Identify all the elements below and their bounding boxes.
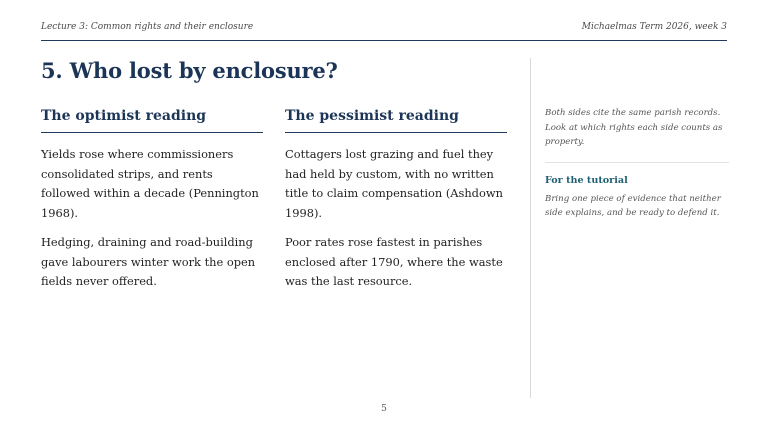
pessimist-paragraph: Poor rates rose fastest in parishes enclosed after 1790, where the waste was the last resource. — [285, 235, 503, 288]
slide-title: 5. Who lost by enclosure? — [41, 58, 338, 83]
lecture-title: Lecture 3: Common rights and their enclosure — [41, 22, 254, 32]
column-divider — [530, 58, 531, 398]
sidebar-note: Both sides cite the same parish records. Look at which rights each side counts as property. — [545, 106, 729, 163]
slide-header — [41, 20, 727, 41]
pessimist-paragraph: Cottagers lost grazing and fuel they had held by custom, with no written title to claim compensation (Ashdown 1998). — [285, 147, 503, 220]
sidebar-notes — [545, 106, 729, 220]
tutorial-text: Bring one piece of evidence that neither side explains, and be ready to defend it. — [545, 193, 721, 218]
pessimist-heading: The pessimist reading — [285, 106, 507, 133]
optimist-paragraph: Yields rose where commissioners consolidated strips, and rents followed within a decade (Pennington 1968). — [41, 147, 259, 220]
optimist-paragraph: Hedging, draining and road-building gave labourers winter work the open fields never offered. — [41, 235, 256, 288]
optimist-heading: The optimist reading — [41, 106, 263, 133]
term-label: Michaelmas Term 2026, week 3 — [581, 22, 727, 32]
tutorial-heading: For the tutorial — [545, 174, 628, 186]
optimist-column — [41, 106, 263, 292]
pessimist-column — [285, 106, 507, 292]
page-number: 5 — [381, 404, 387, 414]
